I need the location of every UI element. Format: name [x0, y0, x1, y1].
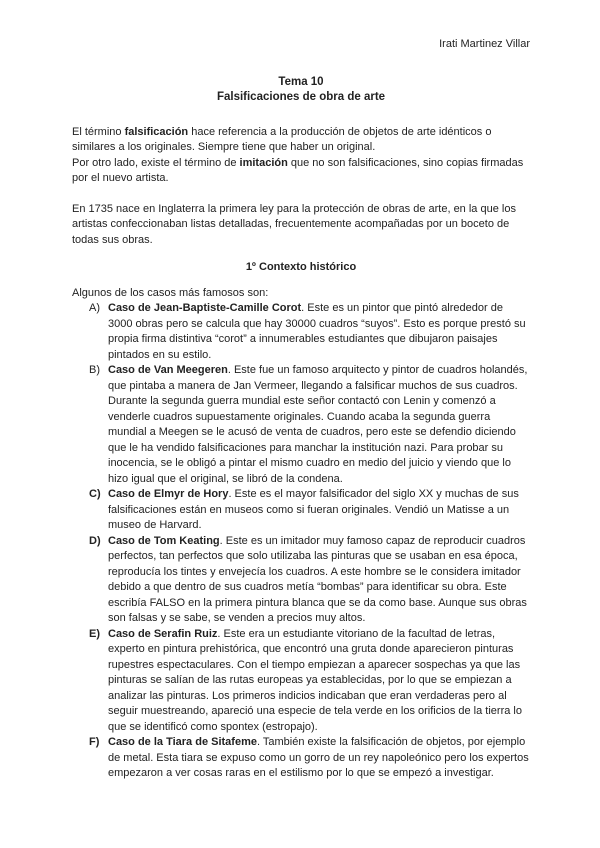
case-text: . Este fue un famoso arquitecto y pintor de cuadros holandés, que pintaba a manera de Jan Vermeer, llegando a falsificar muchos de sus cuadros. Durante la segunda guerra mundial este señor contactó con Lenin y comenzó a venderle cuadros supuestamente originales. Cuando acaba la segunda guerra mundial a Meegen se le acusó de venta de cuadros, pero este se defendio diciendo que le ha vendido falsificaciones para manchar la institución nazi. Para probar su inocencia, se le obligó a pintar el mismo cuadro en medio del juicio y viendo que lo hizo igual que el original, se libró de la condena. [108, 364, 528, 485]
case-text: . Este es un imitador muy famoso capaz de reproducir cuadros perfectos, tan perfectos que solo utilizaba las pinturas que se usaban en esa época, reproducía los tintes y envejecía los cuadros. A este hombre se le considera imitador debido a que dentro de sus cuadros metía “bombas” para identificar su obra. Este escribía FALSO en la primera pintura blanca que se da como base. Aunque sus obras son falsas y se sabe, se venden a precios muy altos. [108, 534, 527, 624]
case-text: . Este es un pintor que pintó alrededor de 3000 obras pero se calcula que hay 30000 cuadros “suyos”. Esto es porque prestó su propia firma distintiva “corot” a innumerables estudiantes que dibujaron paisajes pintados en su estilo. [108, 302, 526, 361]
list-marker: E) [89, 627, 100, 640]
case-text: . Este era un estudiante vitoriano de la facultad de letras, experto en pintura prehistórica, que encontró una gruta donde aparecieron pinturas rupestres espectaculares. Con el tiempo empiezan a aparecer sospechas ya que las pinturas se salían de las rutas europeas ya establecidas, por lo que se empiezan a analizar las pinturas. Los primeros indicios indicaban que eran verdaderas pero al seguir muestreando, apareció una especie de tela verde en los orificios de la tierra lo que se identificó como spontex (estropajo). [108, 627, 522, 733]
list-marker: C) [89, 488, 101, 500]
list-item [72, 487, 530, 534]
case-title: Caso de Jean-Baptiste-Camille Corot [108, 302, 302, 314]
list-item [72, 363, 530, 487]
intro-paragraph-2 [72, 156, 530, 187]
list-marker: D) [89, 534, 101, 547]
list-item [72, 534, 530, 627]
document-title: Tema 10 [278, 75, 324, 88]
case-title: Caso de Tom Keating [108, 534, 220, 547]
list-item [72, 735, 530, 782]
list-item [72, 301, 530, 363]
text: El término [72, 125, 125, 138]
intro-paragraph-3: En 1735 nace en Inglaterra la primera ley para la protección de obras de arte, en la que los artistas confeccionaban listas detalladas, frecuentemente acompañadas por un boceto de todas sus obras. [72, 202, 516, 246]
term-imitacion: imitación [239, 156, 288, 169]
case-title: Caso de Serafin Ruiz [108, 627, 218, 640]
text: Por otro lado, existe el término de [72, 156, 240, 169]
list-marker: B) [89, 364, 100, 376]
case-title: Caso de la Tiara de Sitafeme [108, 736, 257, 748]
text: hace referencia a la producción de objetos de arte idénticos o similares a los originales. Siempre tiene que haber un original. [72, 125, 492, 153]
text: que no son falsificaciones, sino copias firmadas por el nuevo artista. [72, 156, 524, 184]
list-marker: F) [89, 736, 100, 748]
term-falsificacion: falsificación [124, 125, 189, 138]
list-intro: Algunos de los casos más famosos son: [72, 286, 269, 299]
case-title: Caso de Elmyr de Hory [108, 488, 229, 500]
list-marker: A) [89, 302, 100, 314]
case-text: . Este es el mayor falsificador del siglo XX y muchas de sus falsificaciones están en museos como si fueran originales. Vendió un Matisse a un museo de Harvard. [108, 488, 519, 531]
cases-list [72, 301, 530, 782]
section-heading: 1º Contexto histórico [245, 261, 357, 273]
case-text: . También existe la falsificación de objetos, por ejemplo de metal. Esta tiara se expuso como un gorro de un rey napoleónico pero los expertos empezaron a ver cosas raras en el estilismo por lo que se empezó a investigar. [108, 736, 529, 779]
author-name: Irati Martinez Villar [439, 38, 530, 50]
document-page [72, 37, 530, 782]
intro-paragraph-1 [72, 125, 530, 156]
list-item [72, 627, 530, 736]
document-subtitle: Falsificaciones de obra de arte [216, 90, 386, 103]
case-title: Caso de Van Meegeren [108, 364, 228, 376]
